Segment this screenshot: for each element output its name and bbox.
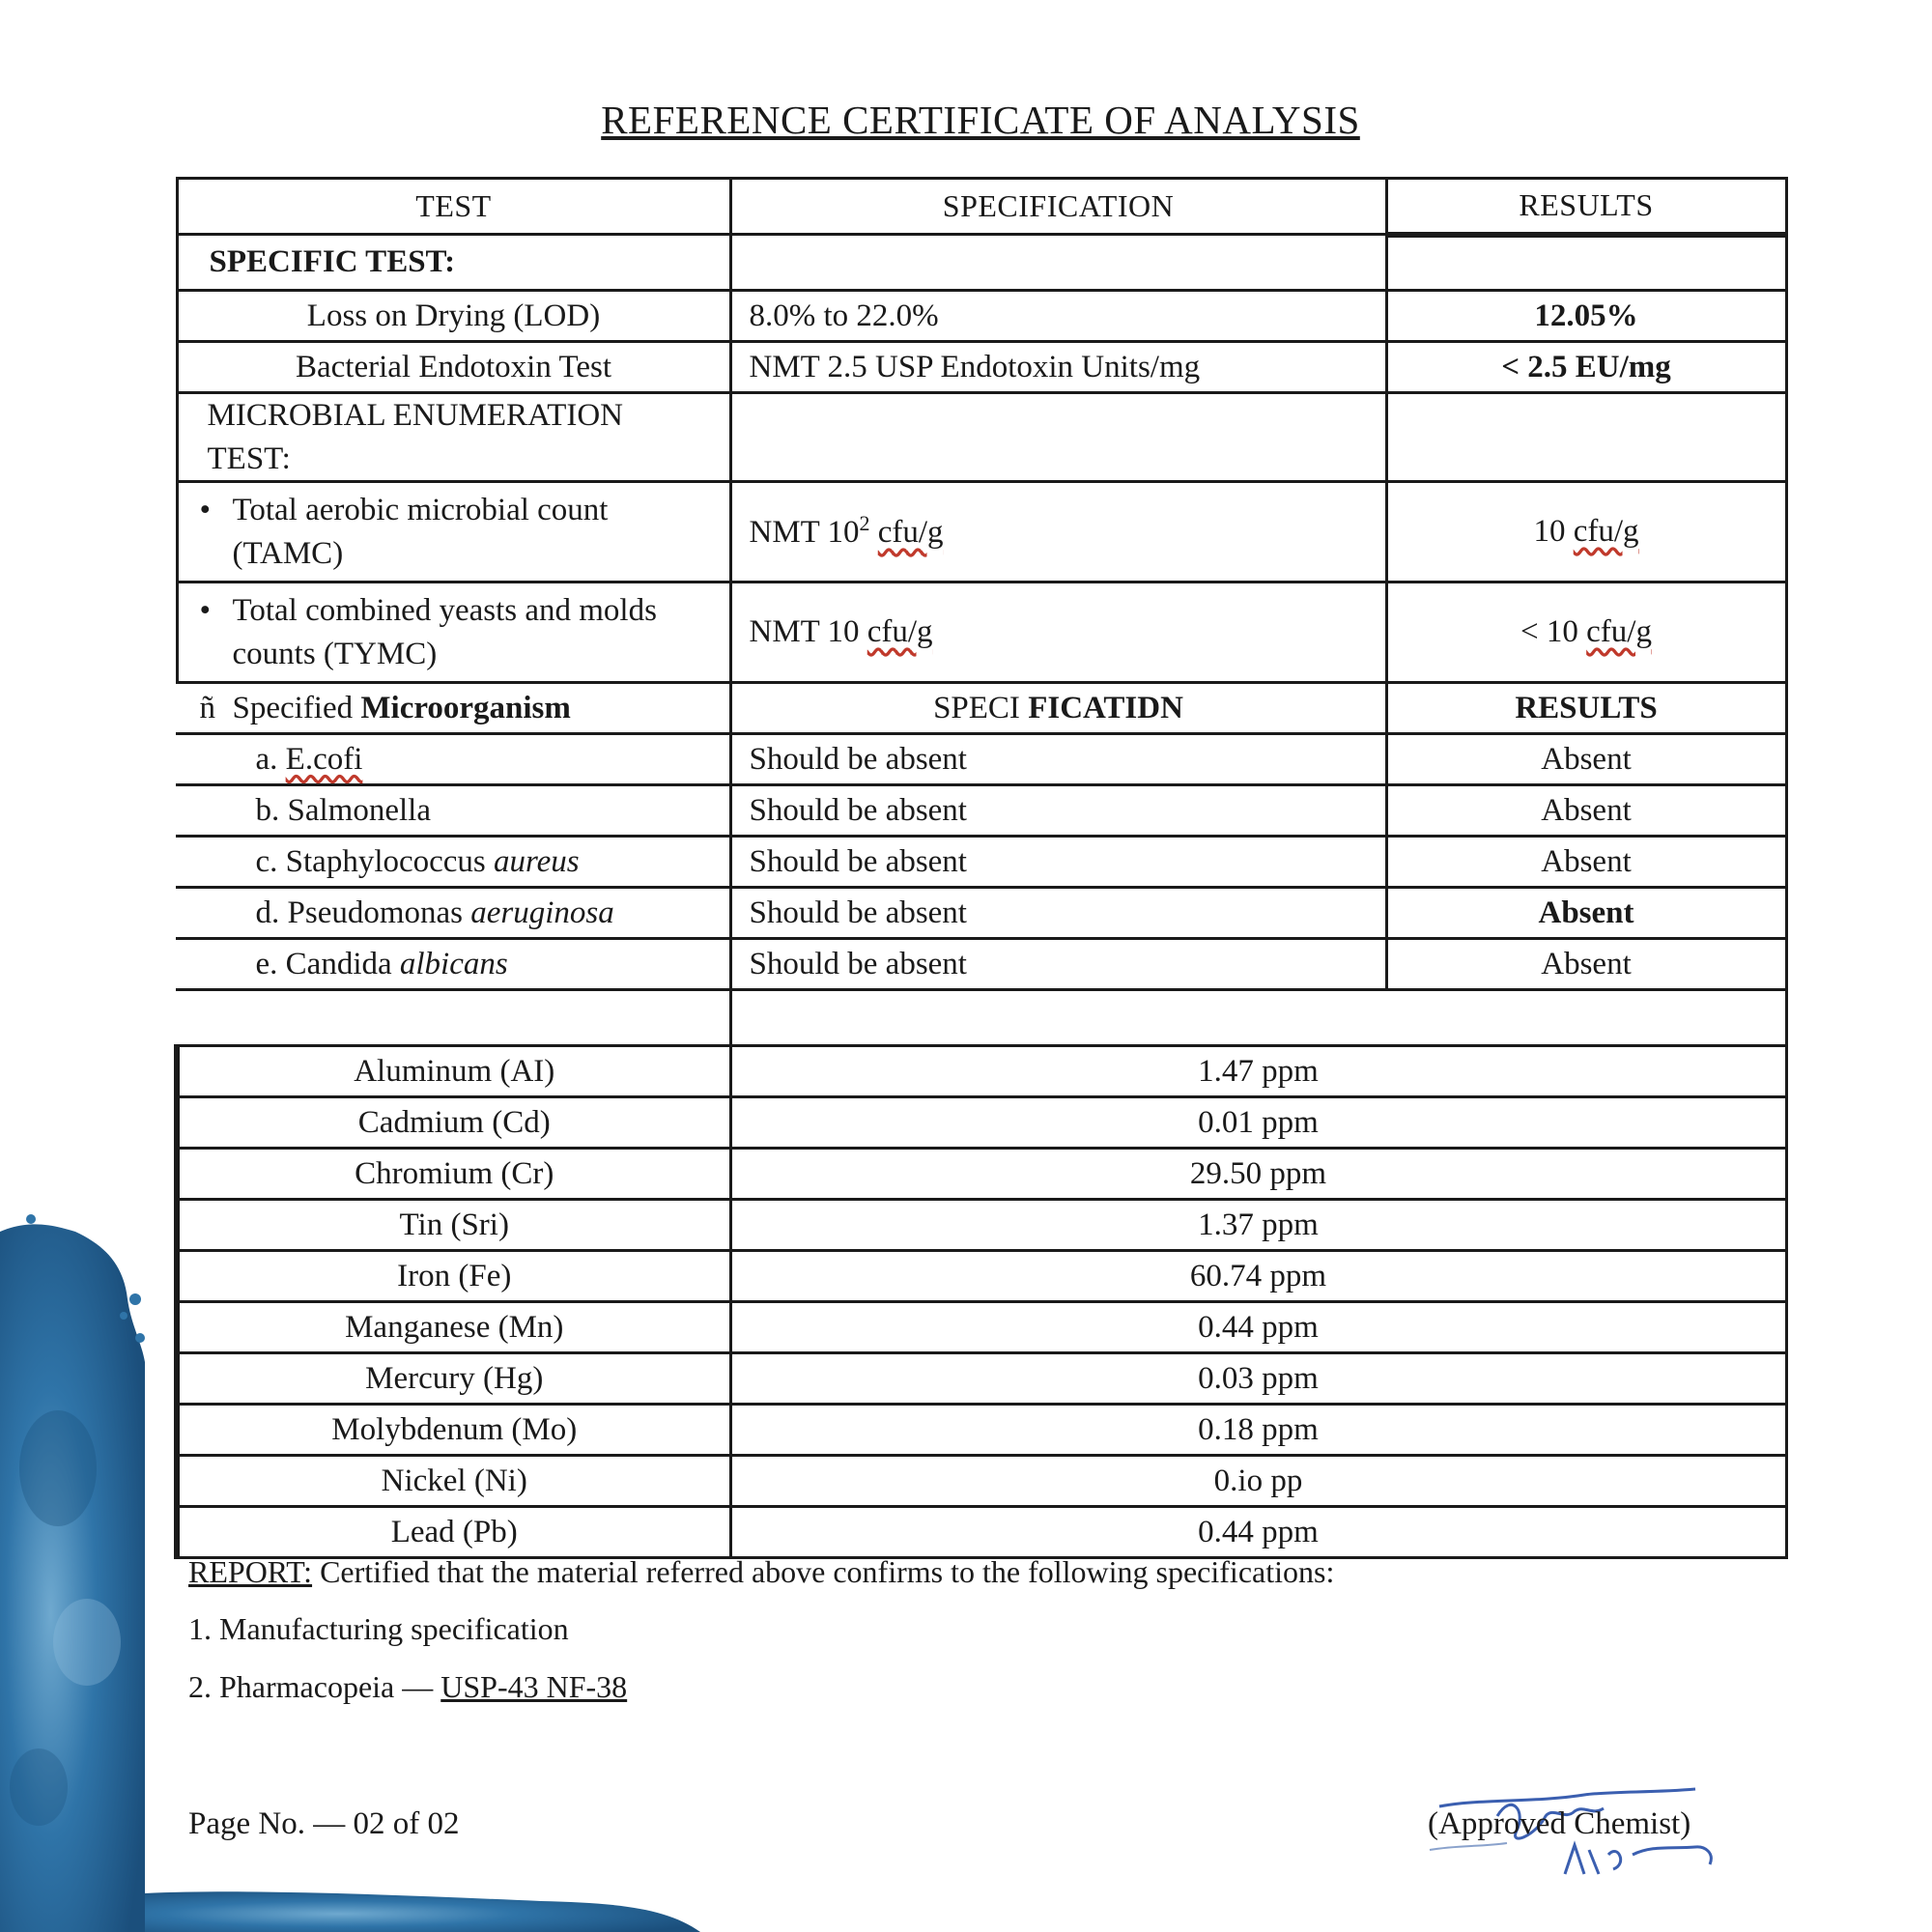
header-specification: SPECIFICATION [730, 179, 1386, 235]
specified-label: Specified Microorganism [232, 690, 571, 725]
report-statement [188, 1550, 1334, 1594]
spec-value: NMT 10 cfu/g [730, 582, 1386, 683]
specified-spec-header: SPECI FICATIDN [730, 683, 1386, 734]
organism-name: d. Pseudomonas aeruginosa [177, 888, 730, 939]
report-item-2: 2. Pharmacopeia — USP-43 NF-38 [188, 1669, 628, 1704]
result-value: Absent [1386, 888, 1786, 939]
result-value: Absent [1386, 734, 1786, 785]
specific-test-row [177, 235, 1786, 291]
metal-row [177, 1046, 1786, 1097]
organism-name: e. Candida albicans [177, 939, 730, 990]
bullet: • [199, 493, 212, 528]
metal-name: Manganese (Mn) [177, 1302, 730, 1353]
result-value: Absent [1386, 939, 1786, 990]
spacer-row [177, 990, 1786, 1046]
metal-row [177, 1251, 1786, 1302]
result-value: Absent [1386, 837, 1786, 888]
metal-value: 0.44 ppm [730, 1507, 1786, 1558]
header-row [177, 179, 1786, 235]
spec-value: Should be absent [730, 837, 1386, 888]
metal-name: Lead (Pb) [177, 1507, 730, 1558]
specific-test-label: SPECIFIC TEST: [177, 235, 730, 291]
table-row [177, 291, 1786, 342]
metal-value: 0.01 ppm [730, 1097, 1786, 1149]
report-item-1: 1. Manufacturing specification [188, 1611, 569, 1646]
metal-value: 1.37 ppm [730, 1200, 1786, 1251]
microbial-section-label: MICROBIAL ENUMERATION TEST: [177, 393, 730, 482]
metal-row [177, 1405, 1786, 1456]
organism-name: a. E.cofi [177, 734, 730, 785]
test-name: Loss on Drying (LOD) [177, 291, 730, 342]
table-row [177, 582, 1786, 683]
report-label: REPORT: [188, 1554, 313, 1589]
page-number: Page No. — 02 of 02 [188, 1806, 460, 1841]
specified-microorganism-header [177, 683, 1786, 734]
table-row [177, 888, 1786, 939]
metal-value: 0.io pp [730, 1456, 1786, 1507]
report-text: Certified that the material referred above confirms to the following specifications: [312, 1554, 1335, 1589]
specified-results-header: RESULTS [1386, 683, 1786, 734]
metal-value: 0.18 ppm [730, 1405, 1786, 1456]
header-results: RESULTS [1386, 179, 1786, 235]
spec-value: Should be absent [730, 785, 1386, 837]
metal-name: Iron (Fe) [177, 1251, 730, 1302]
analysis-table [174, 177, 1788, 1559]
approved-chemist-label: (Approved Chemist) [1428, 1806, 1691, 1841]
result-value: < 2.5 EU/mg [1386, 342, 1786, 393]
metal-value: 60.74 ppm [730, 1251, 1786, 1302]
result-value: 12.05% [1386, 291, 1786, 342]
spec-value: Should be absent [730, 888, 1386, 939]
result-value: 10 cfu/g [1386, 482, 1786, 582]
metal-value: 29.50 ppm [730, 1149, 1786, 1200]
metal-row [177, 1456, 1786, 1507]
spec-value: Should be absent [730, 939, 1386, 990]
metal-name: Molybdenum (Mo) [177, 1405, 730, 1456]
metal-row [177, 1149, 1786, 1200]
document-title: REFERENCE CERTIFICATE OF ANALYSIS [601, 98, 1360, 142]
metal-row [177, 1097, 1786, 1149]
pharmacopeia-reference: USP-43 NF-38 [440, 1669, 628, 1704]
table-row [177, 837, 1786, 888]
result-value: Absent [1386, 785, 1786, 837]
spec-value: NMT $10^2$ cfu/g [730, 482, 1386, 582]
table-row [177, 482, 1786, 582]
test-name: Total combined yeasts and molds counts (TYMC) [232, 593, 657, 671]
result-value: < 10 cfu/g [1386, 582, 1786, 683]
test-name: Bacterial Endotoxin Test [177, 342, 730, 393]
spec-value: Should be absent [730, 734, 1386, 785]
bullet: ñ [199, 690, 215, 725]
metal-row [177, 1353, 1786, 1405]
test-name: Total aerobic microbial count (TAMC) [232, 493, 609, 571]
spec-value: NMT 2.5 USP Endotoxin Units/mg [730, 342, 1386, 393]
organism-name: c. Staphylococcus aureus [177, 837, 730, 888]
metal-name: Nickel (Ni) [177, 1456, 730, 1507]
metal-value: 1.47 ppm [730, 1046, 1786, 1097]
metal-row [177, 1302, 1786, 1353]
metal-name: Tin (Sri) [177, 1200, 730, 1251]
metal-name: Chromium (Cr) [177, 1149, 730, 1200]
bullet: • [199, 593, 212, 629]
metal-value: 0.03 ppm [730, 1353, 1786, 1405]
table-row [177, 785, 1786, 837]
organism-name: b. Salmonella [177, 785, 730, 837]
metal-name: Aluminum (AI) [177, 1046, 730, 1097]
metal-value: 0.44 ppm [730, 1302, 1786, 1353]
metal-row [177, 1200, 1786, 1251]
microbial-section-row [177, 393, 1786, 482]
table-row [177, 342, 1786, 393]
table-row [177, 734, 1786, 785]
metal-name: Cadmium (Cd) [177, 1097, 730, 1149]
metal-name: Mercury (Hg) [177, 1353, 730, 1405]
table-row [177, 939, 1786, 990]
spec-value: 8.0% to 22.0% [730, 291, 1386, 342]
header-test: TEST [177, 179, 730, 235]
